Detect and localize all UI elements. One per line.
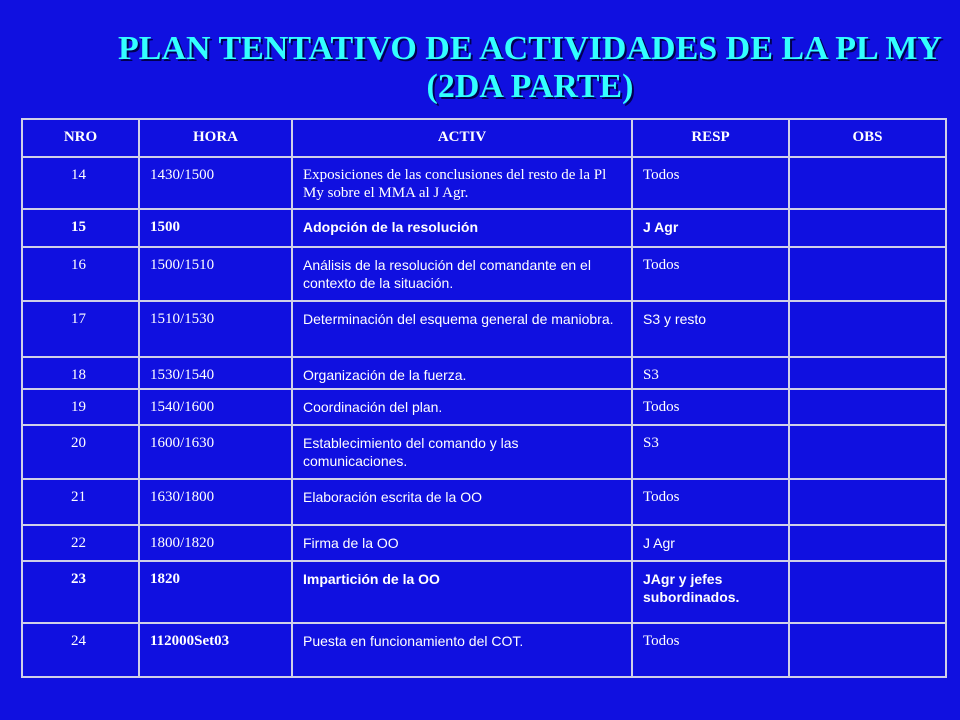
cell-resp <box>632 247 789 301</box>
activ-text: Firma de la OO <box>303 535 399 551</box>
nro-text: 20 <box>71 435 86 451</box>
cell-activ <box>292 389 632 425</box>
cell-resp <box>632 623 789 677</box>
table-row <box>22 479 946 525</box>
table-row <box>22 301 946 357</box>
cell-nro <box>22 301 139 357</box>
header-hora: HORA <box>139 119 292 157</box>
cell-hora <box>139 209 292 247</box>
cell-hora <box>139 525 292 561</box>
table-header-row <box>22 119 946 157</box>
hora-text: 1430/1500 <box>150 167 215 183</box>
obs-text <box>790 526 945 538</box>
hora-text: 1500/1510 <box>150 257 215 273</box>
cell-activ <box>292 623 632 677</box>
cell-resp <box>632 525 789 561</box>
cell-activ <box>292 209 632 247</box>
nro-text: 16 <box>71 257 86 273</box>
resp-text: J Agr <box>643 219 679 235</box>
cell-obs <box>789 247 946 301</box>
cell-nro <box>22 247 139 301</box>
cell-hora <box>139 301 292 357</box>
activ-text: Análisis de la resolución del comandante en el contexto de la situación. <box>303 257 591 291</box>
obs-text <box>790 562 945 574</box>
resp-text: S3 <box>643 367 659 383</box>
table-row <box>22 561 946 623</box>
cell-obs <box>789 623 946 677</box>
cell-obs <box>789 357 946 389</box>
cell-nro <box>22 623 139 677</box>
table-row <box>22 157 946 209</box>
cell-activ <box>292 425 632 479</box>
cell-activ <box>292 157 632 209</box>
cell-nro <box>22 561 139 623</box>
header-resp: RESP <box>632 119 789 157</box>
obs-text <box>790 210 945 222</box>
resp-text: Todos <box>643 399 680 415</box>
hora-text: 1510/1530 <box>150 311 215 327</box>
nro-text: 24 <box>71 633 86 649</box>
page-title <box>110 30 950 106</box>
nro-text: 23 <box>71 571 86 587</box>
table-row <box>22 389 946 425</box>
resp-text: J Agr <box>643 535 675 551</box>
obs-text <box>790 390 945 402</box>
activ-text: Establecimiento del comando y las comunicaciones. <box>303 435 519 469</box>
hora-text: 1800/1820 <box>150 535 215 551</box>
cell-nro <box>22 479 139 525</box>
cell-nro <box>22 209 139 247</box>
table-row <box>22 425 946 479</box>
obs-text <box>790 358 945 370</box>
activ-text: Organización de la fuerza. <box>303 367 467 383</box>
activities-table <box>21 118 947 678</box>
header-nro: NRO <box>22 119 139 157</box>
hora-text: 1530/1540 <box>150 367 215 383</box>
cell-hora <box>139 357 292 389</box>
activ-text: Coordinación del plan. <box>303 399 443 415</box>
obs-text <box>790 480 945 492</box>
cell-obs <box>789 561 946 623</box>
table-row <box>22 209 946 247</box>
table-row <box>22 247 946 301</box>
cell-obs <box>789 425 946 479</box>
cell-obs <box>789 157 946 209</box>
cell-nro <box>22 357 139 389</box>
nro-text: 14 <box>71 167 86 183</box>
obs-text <box>790 248 945 260</box>
resp-text: S3 y resto <box>643 311 707 327</box>
hora-text: 1540/1600 <box>150 399 215 415</box>
cell-hora <box>139 247 292 301</box>
cell-hora <box>139 425 292 479</box>
activ-text: Adopción de la resolución <box>303 219 479 235</box>
title-line-1: PLAN TENTATIVO DE ACTIVIDADES DE LA PL MY <box>118 30 942 67</box>
resp-text: JAgr y jefes subordinados. <box>643 571 740 605</box>
cell-nro <box>22 389 139 425</box>
resp-text: Todos <box>643 257 680 273</box>
cell-obs <box>789 209 946 247</box>
cell-activ <box>292 247 632 301</box>
hora-text: 112000Set03 <box>150 633 230 649</box>
activ-text: Determinación del esquema general de maniobra. <box>303 311 614 327</box>
cell-resp <box>632 157 789 209</box>
cell-activ <box>292 479 632 525</box>
nro-text: 18 <box>71 367 86 383</box>
activ-text: Elaboración escrita de la OO <box>303 489 482 505</box>
cell-resp <box>632 209 789 247</box>
cell-resp <box>632 479 789 525</box>
cell-hora <box>139 561 292 623</box>
resp-text: Todos <box>643 489 680 505</box>
resp-text: S3 <box>643 435 659 451</box>
hora-text: 1600/1630 <box>150 435 215 451</box>
cell-hora <box>139 389 292 425</box>
cell-resp <box>632 357 789 389</box>
nro-text: 17 <box>71 311 86 327</box>
nro-text: 22 <box>71 535 86 551</box>
cell-nro <box>22 425 139 479</box>
activ-text: Impartición de la OO <box>303 571 440 587</box>
nro-text: 21 <box>71 489 86 505</box>
cell-nro <box>22 157 139 209</box>
hora-text: 1820 <box>150 571 180 587</box>
activ-text: Puesta en funcionamiento del COT. <box>303 633 524 649</box>
activ-text: Exposiciones de las conclusiones del resto de la Pl My sobre el MMA al J Agr. <box>303 167 607 201</box>
nro-text: 19 <box>71 399 86 415</box>
cell-resp <box>632 561 789 623</box>
cell-activ <box>292 357 632 389</box>
resp-text: Todos <box>643 167 680 183</box>
cell-resp <box>632 425 789 479</box>
header-obs: OBS <box>789 119 946 157</box>
cell-nro <box>22 525 139 561</box>
cell-activ <box>292 525 632 561</box>
obs-text <box>790 158 945 170</box>
obs-text <box>790 624 945 636</box>
cell-obs <box>789 479 946 525</box>
cell-hora <box>139 479 292 525</box>
obs-text <box>790 426 945 438</box>
cell-obs <box>789 525 946 561</box>
title-line-2: (2DA PARTE) <box>426 68 634 105</box>
table-row <box>22 525 946 561</box>
cell-resp <box>632 389 789 425</box>
cell-obs <box>789 389 946 425</box>
cell-activ <box>292 301 632 357</box>
header-activ: ACTIV <box>292 119 632 157</box>
cell-obs <box>789 301 946 357</box>
hora-text: 1630/1800 <box>150 489 215 505</box>
cell-hora <box>139 157 292 209</box>
resp-text: Todos <box>643 633 680 649</box>
table-row <box>22 623 946 677</box>
hora-text: 1500 <box>150 219 180 235</box>
cell-activ <box>292 561 632 623</box>
obs-text <box>790 302 945 314</box>
table-row <box>22 357 946 389</box>
cell-resp <box>632 301 789 357</box>
cell-hora <box>139 623 292 677</box>
nro-text: 15 <box>71 219 86 235</box>
